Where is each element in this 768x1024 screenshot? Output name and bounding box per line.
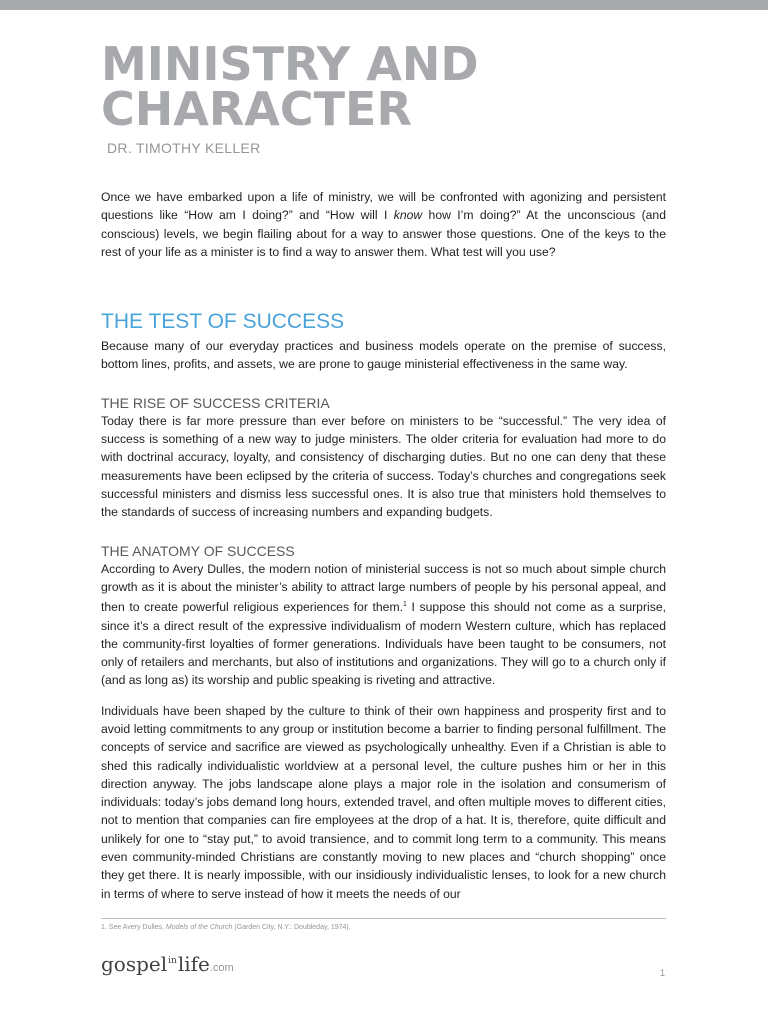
section-heading: THE TEST OF SUCCESS [101,310,345,334]
intro-text-2: how I’m doing?” At the unconscious (and conscious) levels, we begin flailing about for a way to answer those questions. One of the keys to the rest of your life as a minister is to find a way to answer them. What test will you use? [101,208,666,259]
intro-emphasis: know [393,208,423,223]
anatomy-paragraph-2: Individuals have been shaped by the culture to think of their own happiness and prosperity first and to avoid letting commitments to any group or institution become a barrier to finding personal fulfillment. The concepts of service and sacrifice are viewed as psychologically unhealthy. Even if a Christian is able to shed this radically individualistic worldview at a personal level, the culture pushes him or her in this direction anyway. The jobs landscape alone plays a major role in the isolation and consumerism of individuals: today’s jobs demand long hours, extended travel, and often multiple moves to different cities, not to mention that companies can fire employees at the drop of a hat. It is, therefore, quite difficult and unlikely for one to “stay put,” to avoid transience, and to commit long term to a community. This means even community-minded Christians are constantly moving to new places and “church shopping” once they get there. It is nearly impossible, with our insidiously individualistic lenses, to look for a new church in terms of where to serve instead of how it meets the needs of our [101,703,666,901]
anatomy-text-2: I suppose this should not come as a surprise, since it’s a direct result of the expressive individualism of modern Western culture, which has replaced the community-first loyalties of former generations. Individuals have been taught to be consumers, not only of retailers and merchants, but also of institutions and organizations. They will go to a church only if (and as long as) its worship and public speaking is riveting and attractive. [101,600,666,688]
intro-text-1: Once we have embarked upon a life of ministry, we will be confronted with agonizing and persistent questions like “How am I doing?” and “How will I [101,190,666,223]
subheading-rise: THE RISE OF SUCCESS CRITERIA [101,394,330,411]
footnote-text-1: See Avery Dulles, [106,924,166,931]
article-body [101,188,666,903]
footnote-ref[interactable]: 1 [403,601,407,609]
section-lead: Because many of our everyday practices and business models operate on the premise of success, bottom lines, profits, and assets, we are prone to gauge ministerial effectiveness in the same way. [101,339,666,372]
footnote-text-2: (Garden City, N.Y.: Doubleday, 1974). [232,924,351,931]
top-bar [0,0,768,10]
logo-domain: .com [209,962,234,974]
footnote-divider [101,918,666,919]
page-number: 1 [660,968,666,978]
subheading-anatomy: THE ANATOMY OF SUCCESS [101,542,295,559]
logo-word-in: in [168,956,177,966]
title-line-1: MINISTRY AND [101,37,479,91]
intro-paragraph [101,188,666,261]
anatomy-paragraph-1 [101,560,666,690]
logo-word-gospel: gospel [101,952,168,976]
title-line-2: CHARACTER [101,82,412,136]
footnote-title: Models of the Church [165,924,233,931]
footnote [101,924,351,931]
footnote-number: 1. [101,924,107,931]
rise-paragraph: Today there is far more pressure than ever before on ministers to be “successful.” The very idea of success is something of a new way to judge ministers. The older criteria for evaluation had more to do with doctrinal accuracy, loyalty, and consistency of discharging duties. But no one can deny that these measurements have been eclipsed by the criteria of success. Today’s churches and congregations seek successful ministers and dismiss less successful ones. It is also true that ministers hold themselves to the standards of success of increasing numbers and expanding budgets. [101,413,666,520]
author-name: DR. TIMOTHY KELLER [107,140,261,156]
gospel-in-life-logo[interactable] [101,952,234,976]
anatomy-text-1: According to Avery Dulles, the modern notion of ministerial success is not so much about simple church growth as it is about the minister’s ability to attract large numbers of people by his personal appeal, and then to create powerful religious experiences for them. [101,561,666,615]
logo-word-life: life [177,952,210,976]
page-title [101,37,479,136]
